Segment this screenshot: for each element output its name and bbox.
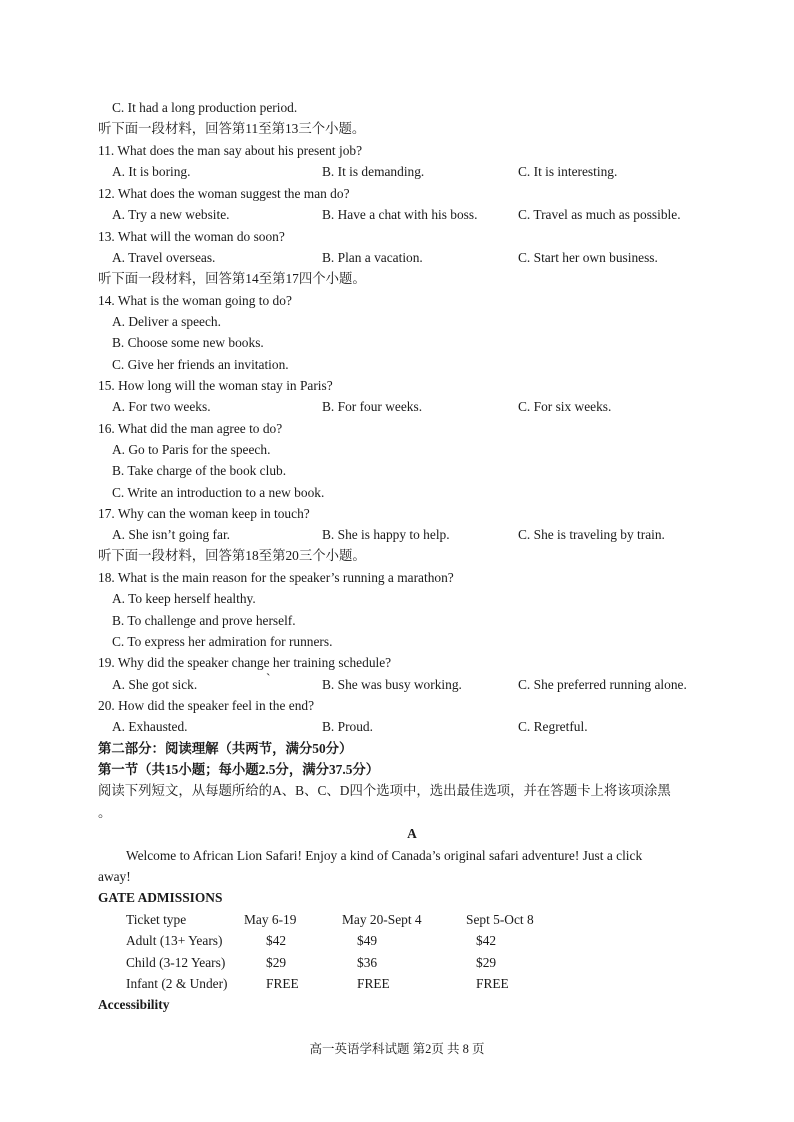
passage-label: A (407, 826, 417, 841)
table-cell: Adult (13+ Years) (126, 933, 223, 948)
table-cell: FREE (476, 976, 509, 991)
option-line: A. Exhausted. (112, 719, 188, 734)
table-header-cell: May 20-Sept 4 (342, 912, 422, 927)
section-instruction: 听下面一段材料，回答第18至第20三个小题。 (98, 548, 366, 563)
option-line: B. Choose some new books. (112, 335, 264, 350)
table-cell: $42 (266, 933, 287, 948)
reading-instruction: 阅读下列短文，从每题所给的A、B、C、D四个选项中，选出最佳选项，并在答题卡上将该项涂黑 (98, 783, 671, 798)
option-line: C. Travel as much as possible. (518, 207, 681, 222)
option-line: C. It is interesting. (518, 164, 618, 179)
page-footer: 高一英语学科试题 第2页 共 8 页 (309, 1042, 485, 1056)
option-line: A. To keep herself healthy. (112, 591, 256, 606)
option-line: A. Try a new website. (112, 207, 230, 222)
option-line: C. Regretful. (518, 719, 588, 734)
question-18: 18. What is the main reason for the speaker’s running a marathon? (98, 570, 454, 585)
option-line: C. She is traveling by train. (518, 527, 665, 542)
table-header-cell: May 6-19 (244, 912, 297, 927)
table-cell: $29 (266, 955, 287, 970)
part-heading: 第二部分：阅读理解（共两节，满分50分） (98, 741, 353, 756)
question-12: 12. What does the woman suggest the man do? (98, 186, 350, 201)
option-line: C. Start her own business. (518, 250, 658, 265)
table-cell: FREE (357, 976, 390, 991)
option-line: A. Go to Paris for the speech. (112, 442, 271, 457)
option-line: A. Travel overseas. (112, 250, 216, 265)
question-11: 11. What does the man say about his present job? (98, 143, 363, 158)
option-line: B. For four weeks. (322, 399, 423, 414)
option-line: C. Write an introduction to a new book. (112, 485, 325, 500)
table-cell: FREE (266, 976, 299, 991)
option-line: C. For six weeks. (518, 399, 612, 414)
option-line: B. Proud. (322, 719, 373, 734)
option-line: B. Have a chat with his boss. (322, 207, 478, 222)
question-17: 17. Why can the woman keep in touch? (98, 506, 310, 521)
option-line: B. Plan a vacation. (322, 250, 423, 265)
option-line: A. She got sick. (112, 677, 198, 692)
option-line: A. Deliver a speech. (112, 314, 221, 329)
subsection-heading: 第一节（共15小题；每小题2.5分，满分37.5分） (98, 762, 380, 777)
table-cell: $36 (357, 955, 378, 970)
option-line: B. It is demanding. (322, 164, 425, 179)
question-13: 13. What will the woman do soon? (98, 229, 285, 244)
question-14: 14. What is the woman going to do? (98, 293, 292, 308)
section-instruction: 听下面一段材料，回答第11至第13三个小题。 (98, 121, 366, 136)
option-line: C. She preferred running alone. (518, 677, 687, 692)
option-line: C. It had a long production period. (112, 100, 298, 115)
option-line: C. To express her admiration for runners. (112, 634, 333, 649)
table-cell: $29 (476, 955, 497, 970)
table-header-cell: Ticket type (126, 912, 187, 927)
question-20: 20. How did the speaker feel in the end? (98, 698, 315, 713)
accessibility-heading: Accessibility (98, 997, 170, 1012)
option-line: A. It is boring. (112, 164, 191, 179)
option-line: A. She isn’t going far. (112, 527, 231, 542)
option-line: B. To challenge and prove herself. (112, 613, 296, 628)
question-15: 15. How long will the woman stay in Paris? (98, 378, 333, 393)
question-16: 16. What did the man agree to do? (98, 421, 283, 436)
table-header-cell: Sept 5-Oct 8 (466, 912, 534, 927)
section-instruction: 听下面一段材料，回答第14至第17四个小题。 (98, 271, 366, 286)
option-line: B. She was busy working. (322, 677, 462, 692)
stray-mark: ` (266, 671, 271, 686)
table-cell: $49 (357, 933, 378, 948)
question-19: 19. Why did the speaker change her training schedule? (98, 655, 392, 670)
option-line: A. For two weeks. (112, 399, 211, 414)
option-line: B. She is happy to help. (322, 527, 450, 542)
option-line: C. Give her friends an invitation. (112, 357, 289, 372)
option-line: B. Take charge of the book club. (112, 463, 287, 478)
table-cell: Infant (2 & Under) (126, 976, 228, 991)
table-cell: Child (3-12 Years) (126, 955, 226, 970)
passage-text: away! (98, 869, 131, 884)
passage-text: Welcome to African Lion Safari! Enjoy a kind of Canada’s original safari adventure! Just a click (126, 848, 643, 863)
table-cell: $42 (476, 933, 497, 948)
reading-instruction-end: 。 (98, 805, 112, 820)
admissions-heading: GATE ADMISSIONS (98, 890, 223, 905)
